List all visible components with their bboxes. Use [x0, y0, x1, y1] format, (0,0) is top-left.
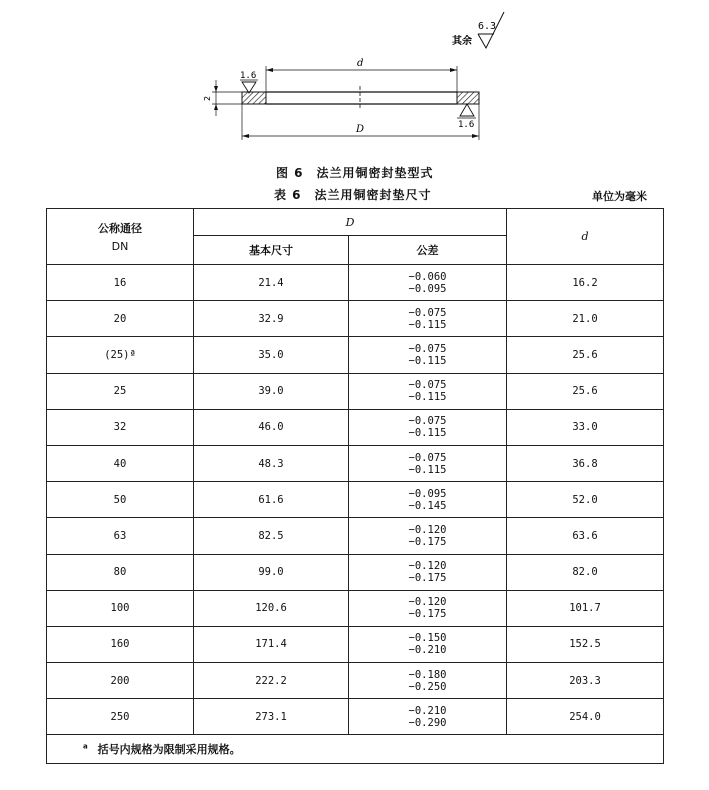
- header-dn-line2: DN: [111, 240, 129, 253]
- cell-D-basic: 120.6: [194, 590, 349, 626]
- cell-D-tolerance: [349, 265, 507, 301]
- tolerance-lower: −0.250: [408, 680, 447, 693]
- cell-D-basic: 171.4: [194, 626, 349, 662]
- cell-D-basic: 273.1: [194, 699, 349, 735]
- cell-d: 63.6: [507, 518, 664, 554]
- header-dn-line1: 公称通径: [98, 222, 142, 235]
- cell-D-basic: 32.9: [194, 301, 349, 337]
- dim-thickness-label: 2: [203, 95, 212, 101]
- gasket-size-table: [46, 208, 664, 764]
- cell-dn: 160: [47, 626, 194, 662]
- cell-dn: 100: [47, 590, 194, 626]
- tolerance-upper: −0.120: [408, 560, 447, 573]
- unit-note: 单位为毫米: [592, 190, 647, 203]
- roughness-other-value: 6.3: [478, 21, 497, 32]
- tolerance-upper: −0.075: [408, 306, 447, 319]
- table-row: [47, 301, 664, 337]
- tolerance-upper: −0.120: [408, 596, 447, 609]
- cell-D-tolerance: [349, 518, 507, 554]
- tolerance-lower: −0.145: [408, 499, 447, 512]
- cell-d: 152.5: [507, 626, 664, 662]
- cell-D-basic: 61.6: [194, 482, 349, 518]
- cell-D-basic: 99.0: [194, 554, 349, 590]
- cell-dn: 63: [47, 518, 194, 554]
- header-dn: [47, 209, 194, 265]
- cell-d: 33.0: [507, 409, 664, 445]
- tolerance-lower: −0.095: [408, 282, 447, 295]
- outer-diameter-dimension: [242, 104, 479, 140]
- cell-d: 16.2: [507, 265, 664, 301]
- footnote: [47, 735, 664, 764]
- tolerance-lower: −0.115: [408, 463, 447, 476]
- tolerance-upper: −0.075: [408, 451, 447, 464]
- cell-D-basic: 48.3: [194, 445, 349, 481]
- header-d: d: [507, 209, 664, 265]
- table-row: [47, 482, 664, 518]
- table-row: [47, 518, 664, 554]
- tolerance-lower: −0.175: [408, 572, 447, 585]
- inner-diameter-dimension: [266, 58, 457, 92]
- tolerance-upper: −0.075: [408, 342, 447, 355]
- table-row: [47, 554, 664, 590]
- table-row: [47, 663, 664, 699]
- roughness-other-label: 其余: [452, 36, 472, 47]
- cell-D-basic: 39.0: [194, 373, 349, 409]
- table-body: [47, 265, 664, 735]
- cell-d: 21.0: [507, 301, 664, 337]
- tolerance-upper: −0.060: [408, 270, 447, 283]
- table-row: [47, 409, 664, 445]
- table-row: [47, 626, 664, 662]
- roughness-value-left: 1.6: [240, 71, 257, 81]
- cell-d: 101.7: [507, 590, 664, 626]
- roughness-symbol-left: [240, 71, 258, 93]
- gasket-section: [242, 86, 479, 110]
- header-D-tolerance: 公差: [349, 236, 507, 265]
- cell-D-basic: 46.0: [194, 409, 349, 445]
- tolerance-upper: −0.095: [408, 487, 447, 500]
- tolerance-lower: −0.175: [408, 608, 447, 621]
- roughness-symbol-right: [457, 104, 476, 130]
- cell-dn: 20: [47, 301, 194, 337]
- cell-D-basic: 35.0: [194, 337, 349, 373]
- tolerance-lower: −0.115: [408, 354, 447, 367]
- cell-dn: 25: [47, 373, 194, 409]
- roughness-other-symbol: [452, 12, 504, 48]
- tolerance-upper: −0.075: [408, 415, 447, 428]
- tolerance-lower: −0.115: [408, 318, 447, 331]
- tolerance-upper: −0.120: [408, 523, 447, 536]
- tolerance-lower: −0.210: [408, 644, 447, 657]
- table-row: [47, 265, 664, 301]
- cell-D-tolerance: [349, 337, 507, 373]
- cell-D-tolerance: [349, 482, 507, 518]
- footnote-text: 括号内规格为限制采用规格。: [97, 743, 241, 757]
- cell-d: 25.6: [507, 373, 664, 409]
- cell-D-tolerance: [349, 626, 507, 662]
- tolerance-lower: −0.115: [408, 427, 447, 440]
- cell-dn: 50: [47, 482, 194, 518]
- cell-d: 82.0: [507, 554, 664, 590]
- tolerance-lower: −0.175: [408, 535, 447, 548]
- thickness-dimension: [203, 80, 242, 116]
- dim-outer-label: D: [356, 124, 365, 135]
- cell-D-tolerance: [349, 373, 507, 409]
- cell-D-basic: 222.2: [194, 663, 349, 699]
- cell-dn: 32: [47, 409, 194, 445]
- cell-dn: 250: [47, 699, 194, 735]
- cell-D-tolerance: [349, 409, 507, 445]
- cell-D-tolerance: [349, 554, 507, 590]
- tolerance-lower: −0.115: [408, 391, 447, 404]
- table-row: [47, 337, 664, 373]
- table-row: [47, 373, 664, 409]
- cell-D-basic: 21.4: [194, 265, 349, 301]
- cell-dn: 16: [47, 265, 194, 301]
- cell-d: 52.0: [507, 482, 664, 518]
- tolerance-upper: −0.150: [408, 632, 447, 645]
- table-row: [47, 590, 664, 626]
- tolerance-lower: −0.290: [408, 716, 447, 729]
- cell-d: 254.0: [507, 699, 664, 735]
- dim-inner-label: d: [357, 58, 364, 69]
- cell-D-tolerance: [349, 445, 507, 481]
- header-D-basic: 基本尺寸: [194, 236, 349, 265]
- figure-caption: 图 6 法兰用铜密封垫型式: [276, 166, 434, 180]
- table-row: [47, 699, 664, 735]
- header-D-group: D: [194, 209, 507, 236]
- table-row: [47, 445, 664, 481]
- tolerance-upper: −0.075: [408, 379, 447, 392]
- cell-dn: (25)ª: [47, 337, 194, 373]
- cell-D-tolerance: [349, 301, 507, 337]
- cell-D-basic: 82.5: [194, 518, 349, 554]
- footnote-marker: a: [83, 742, 88, 751]
- table-caption: 表 6 法兰用铜密封垫尺寸: [274, 188, 432, 202]
- tolerance-upper: −0.180: [408, 668, 447, 681]
- cell-d: 36.8: [507, 445, 664, 481]
- cell-D-tolerance: [349, 590, 507, 626]
- roughness-value-right: 1.6: [458, 120, 475, 130]
- cell-d: 203.3: [507, 663, 664, 699]
- tolerance-upper: −0.210: [408, 704, 447, 717]
- cell-D-tolerance: [349, 699, 507, 735]
- cell-dn: 80: [47, 554, 194, 590]
- cell-dn: 40: [47, 445, 194, 481]
- cell-D-tolerance: [349, 663, 507, 699]
- cell-d: 25.6: [507, 337, 664, 373]
- gasket-drawing: [0, 0, 709, 160]
- cell-dn: 200: [47, 663, 194, 699]
